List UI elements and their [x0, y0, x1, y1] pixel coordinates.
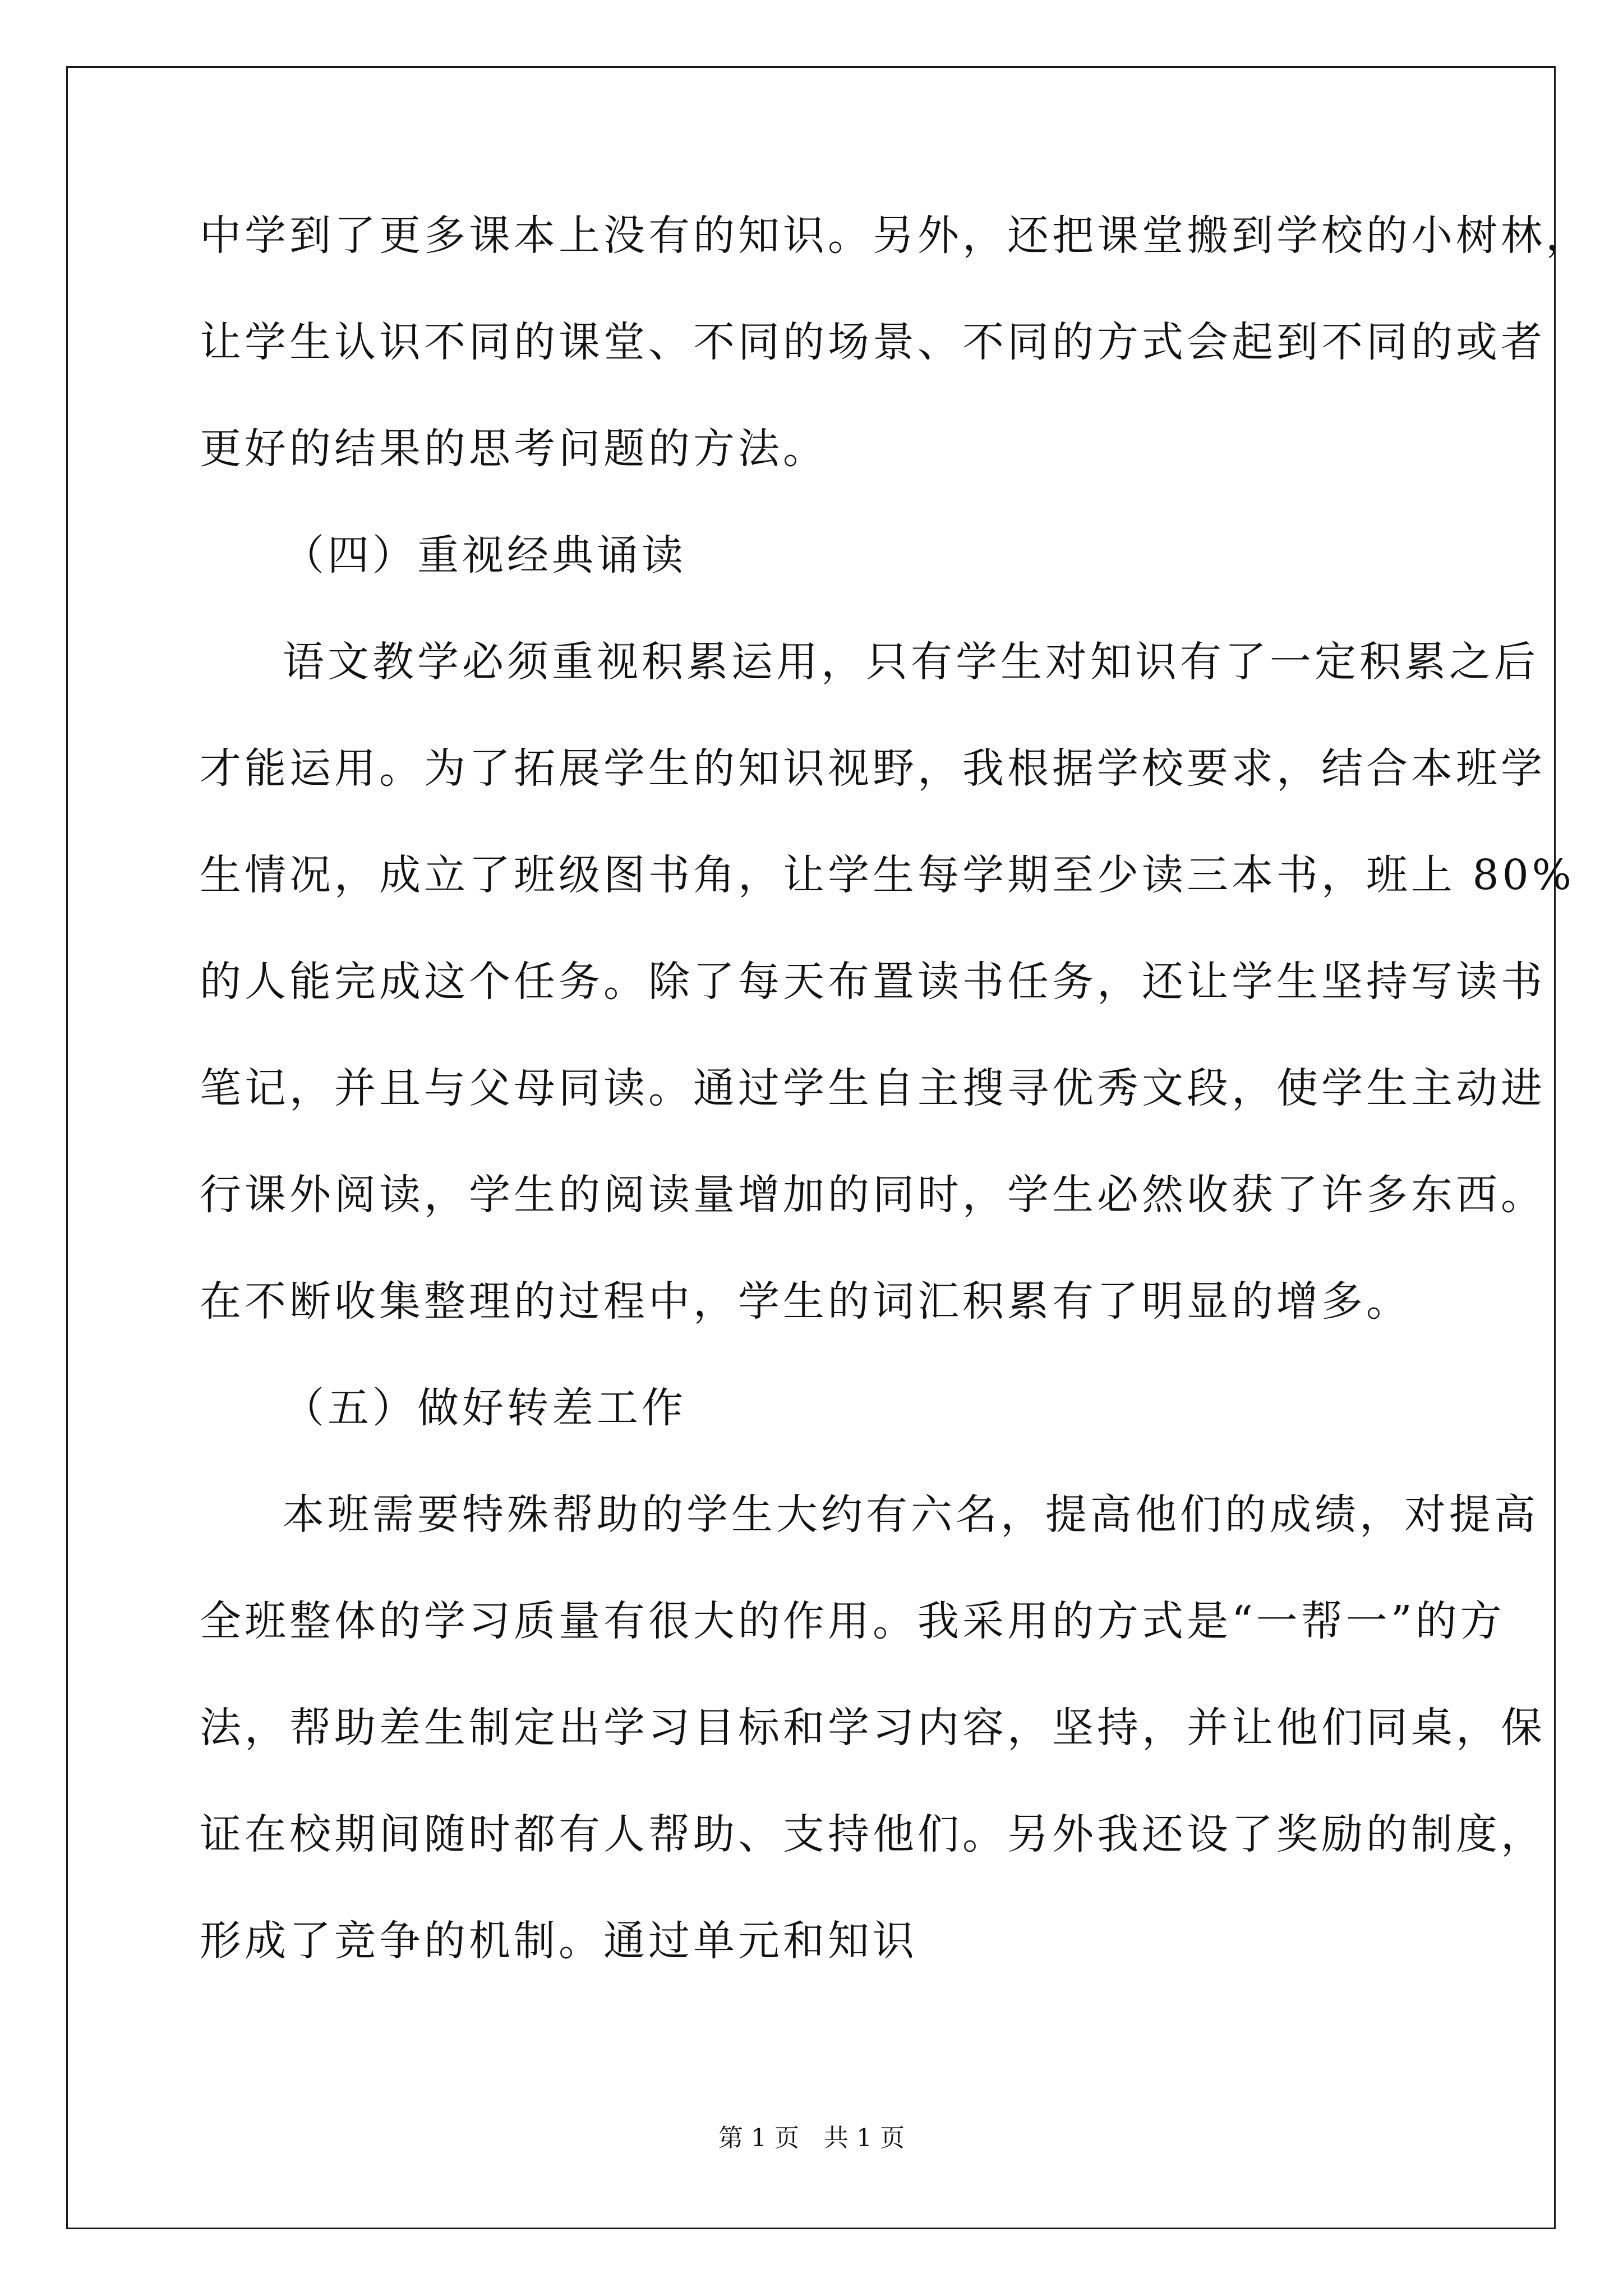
page-border [66, 66, 1556, 2229]
text-line: 中学到了更多课本上没有的知识。另外，还把课堂搬到学校的小树林， [200, 211, 1590, 260]
text-line: 的人能完成这个任务。除了每天布置读书任务，还让学生坚持写读书 [200, 958, 1546, 1006]
text-line: 笔记，并且与父母同读。通过学生自主搜寻优秀文段，使学生主动进 [200, 1064, 1546, 1112]
text-line: 生情况，成立了班级图书角，让学生每学期至少读三本书，班上 80% [200, 851, 1575, 899]
section-heading-5: （五）做好转差工作 [283, 1384, 686, 1432]
page-number-footer: 第 1 页 共 1 页 [718, 2124, 905, 2152]
text-line: 全班整体的学习质量有很大的作用。我采用的方式是“一帮一”的方 [200, 1597, 1505, 1645]
text-line: 形成了竞争的机制。通过单元和知识 [200, 1917, 917, 1965]
text-line: 语文教学必须重视积累运用，只有学生对知识有了一定积累之后 [283, 638, 1539, 686]
text-line: 本班需要特殊帮助的学生大约有六名，提高他们的成绩，对提高 [283, 1490, 1539, 1539]
text-line: 让学生认识不同的课堂、不同的场景、不同的方式会起到不同的或者 [200, 318, 1546, 366]
text-line: 证在校期间随时都有人帮助、支持他们。另外我还设了奖励的制度， [200, 1810, 1546, 1858]
text-line: 更好的结果的思考问题的方法。 [200, 425, 828, 473]
section-heading-4: （四）重视经典诵读 [283, 531, 686, 579]
text-line: 行课外阅读，学生的阅读量增加的同时，学生必然收获了许多东西。 [200, 1171, 1546, 1219]
text-line: 在不断收集整理的过程中，学生的词汇积累有了明显的增多。 [200, 1277, 1411, 1326]
text-line: 法，帮助差生制定出学习目标和学习内容，坚持，并让他们同桌，保 [200, 1704, 1546, 1752]
text-line: 才能运用。为了拓展学生的知识视野，我根据学校要求，结合本班学 [200, 744, 1546, 793]
